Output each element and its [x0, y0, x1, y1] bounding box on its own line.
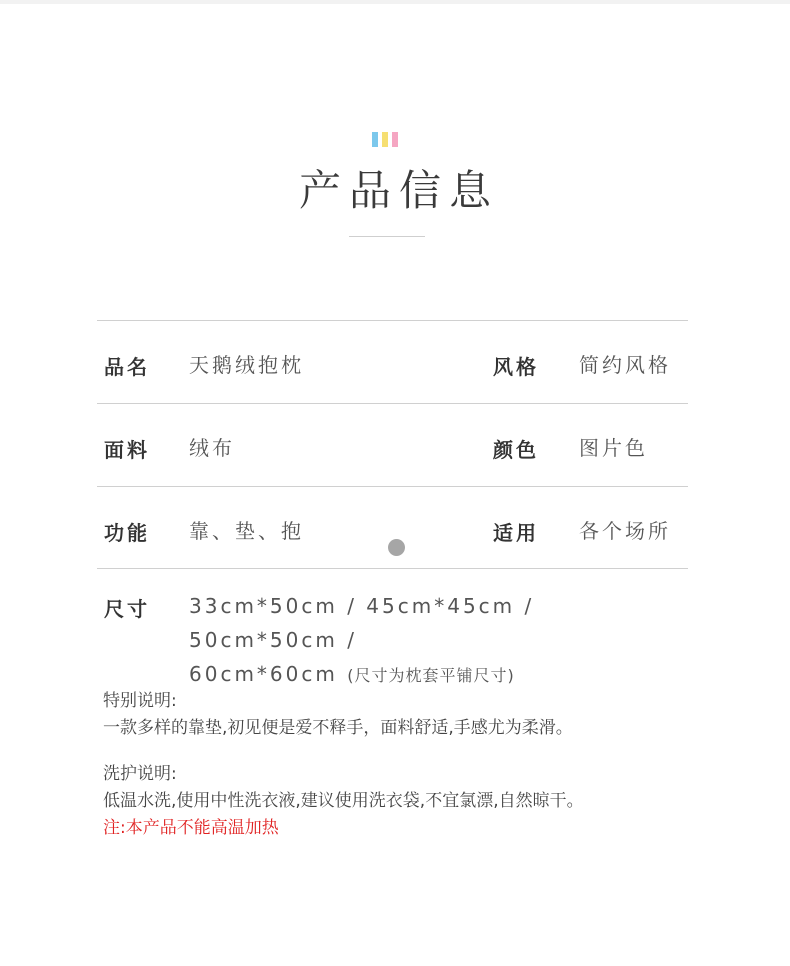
spec-row-size: [97, 569, 688, 686]
cursor-dot: [388, 539, 405, 556]
warning-text: 注:本产品不能高温加热: [103, 818, 279, 838]
special-notes-title: 特别说明:: [103, 691, 177, 711]
spec-label-function: 功能: [104, 521, 150, 545]
spec-label-style: 风格: [493, 355, 539, 379]
care-notes-text: 低温水洗,使用中性洗衣液,建议使用洗衣袋,不宜氯漂,自然晾干。: [103, 791, 584, 811]
page-title: 产品信息: [298, 166, 499, 215]
top-divider-bar: [0, 0, 790, 4]
spec-row: [97, 404, 688, 487]
size-line-2-value: 60cm*60cm: [189, 662, 338, 686]
spec-label-size: 尺寸: [104, 597, 150, 621]
size-line-1: 33cm*50cm / 45cm*45cm / 50cm*50cm /: [189, 594, 535, 652]
spec-value-fabric: 绒布: [189, 436, 235, 460]
spec-label-color: 颜色: [493, 438, 539, 462]
stripe-pink: [392, 132, 398, 147]
stripe-blue: [372, 132, 378, 147]
spec-value-function: 靠、垫、抱: [189, 519, 304, 543]
decorative-stripes: [372, 132, 398, 147]
spec-table: [97, 320, 688, 686]
spec-label-fabric: 面料: [104, 438, 150, 462]
spec-row: [97, 487, 688, 569]
size-note: (尺寸为枕套平铺尺寸): [347, 666, 515, 685]
stripe-yellow: [382, 132, 388, 147]
spec-value-name: 天鹅绒抱枕: [189, 353, 304, 377]
spec-value-color: 图片色: [579, 436, 648, 460]
spec-label-usage: 适用: [493, 521, 539, 545]
title-underline: [349, 236, 425, 237]
spec-value-size: [189, 589, 669, 693]
spec-row: [97, 321, 688, 404]
spec-label-name: 品名: [104, 355, 150, 379]
spec-value-usage: 各个场所: [579, 519, 671, 543]
care-notes-title: 洗护说明:: [103, 764, 177, 784]
special-notes-text: 一款多样的靠垫,初见便是爱不释手，面料舒适,手感尤为柔滑。: [103, 718, 573, 738]
spec-value-style: 简约风格: [579, 353, 671, 377]
notes-section: [103, 688, 703, 842]
